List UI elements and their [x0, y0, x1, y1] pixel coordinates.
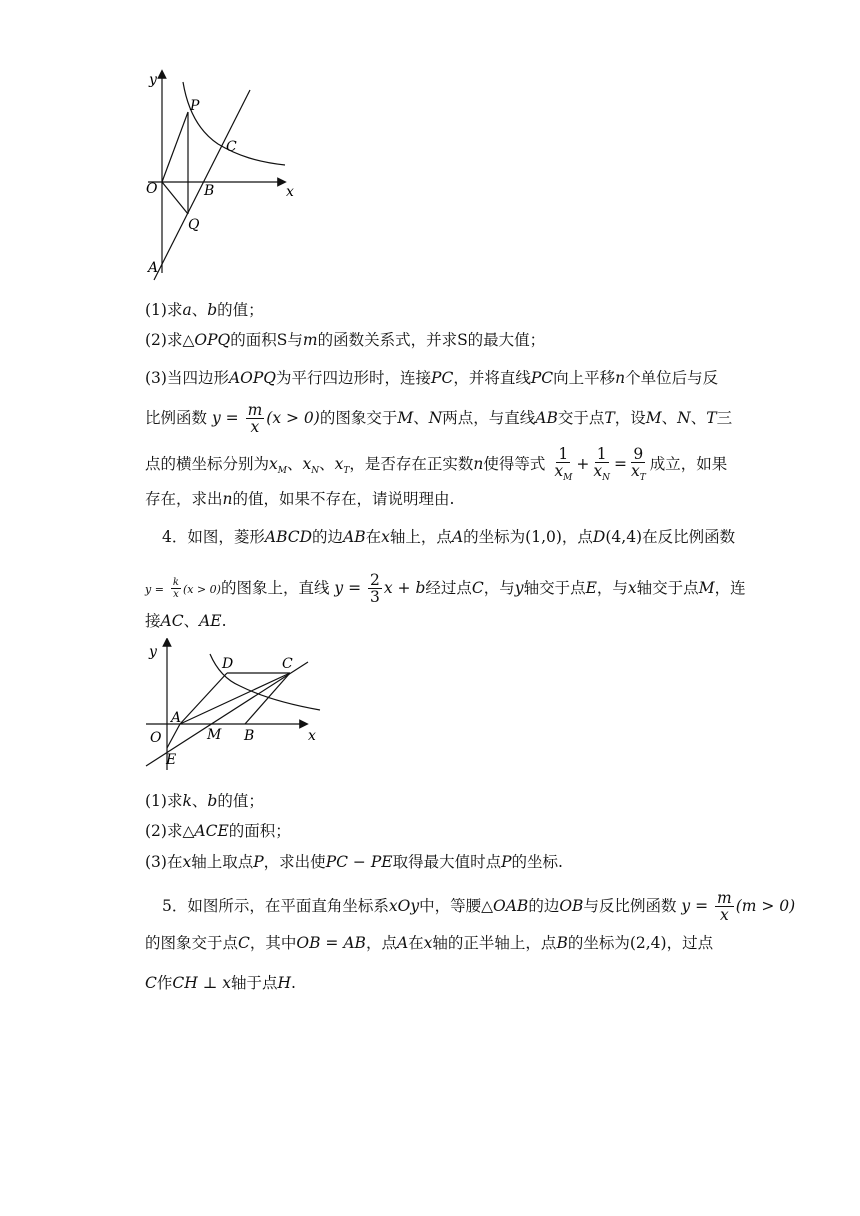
p5-statement-line-2: 的图象交于点C，其中OB = AB，点A在x轴的正半轴上，点B的坐标为(2,4)，过点 — [145, 934, 714, 952]
p3-question-1: (1)求a、b的值； — [145, 301, 264, 319]
p3-question-3-line-1: (3)当四边形AOPQ为平行四边形时，连接PC，并将直线PC向上平移n个单位后与反 — [145, 369, 719, 387]
segment-oq — [162, 182, 188, 214]
p4-statement-line-3: 接AC、AE. — [145, 612, 227, 630]
p3-question-3-line-2: 比例函数 y = $\frac{m}{x}$ (x > 0)的图象交于M、N两点，与直线AB交于点T，设M、N、T三 — [145, 401, 733, 437]
rhombus-ad — [180, 673, 227, 724]
label-y: y — [149, 72, 157, 88]
label-c: C — [226, 139, 237, 155]
label-o: O — [150, 730, 162, 746]
p4-question-1: (1)求k、b的值； — [145, 792, 264, 810]
p3-question-3-line-4: 存在，求出n的值，如果不存在，请说明理由. — [145, 490, 455, 508]
label-p: P — [190, 98, 200, 114]
p3-question-2: (2)求△OPQ的面积S与m的函数关系式，并求S的最大值； — [145, 331, 546, 349]
label-x: x — [286, 184, 294, 200]
p4-statement-line-1: 4．如图，菱形ABCD的边AB在x轴上，点A的坐标为(1,0)，点D(4,4)在反比例函数 — [162, 528, 736, 546]
label-d: D — [222, 656, 234, 672]
label-q: Q — [188, 217, 200, 233]
figure-1 — [140, 68, 310, 286]
label-x: x — [308, 728, 316, 744]
p4-question-2: (2)求△ACE的面积； — [145, 822, 291, 840]
label-y: y — [149, 644, 157, 660]
line-ab — [154, 90, 250, 280]
figure-2 — [140, 638, 330, 774]
p5-statement-line-1: 5．如图所示，在平面直角坐标系xOy中，等腰△OAB的边OB与反比例函数 y = $\frac{m}{x}$ (m > 0) — [162, 889, 796, 925]
label-a: A — [171, 710, 182, 726]
label-o: O — [146, 181, 158, 197]
label-e: E — [166, 752, 177, 768]
p4-question-3: (3)在x轴上取点P，求出使PC − PE取得最大值时点P的坐标. — [145, 853, 563, 871]
label-b: B — [244, 728, 255, 744]
label-a: A — [148, 260, 159, 276]
p3-question-3-line-3: 点的横坐标分别为$x_M$、$x_N$、$x_T$，是否存在正实数n使得等式 $\frac{1}{x_M}$ + $\frac{1}{x_N}$ = $\frac{9}{x_T}$ 成立，如果 — [145, 445, 728, 484]
p5-statement-line-3: C作CH ⊥ x轴于点H. — [145, 974, 296, 992]
label-c: C — [282, 656, 293, 672]
label-m: M — [207, 727, 222, 743]
label-b: B — [204, 183, 215, 199]
segment-op — [162, 112, 188, 182]
segment-ae — [167, 724, 180, 748]
p4-statement-line-2: y = $\frac{k}{x}$ (x > 0)的图象上，直线 y = $\frac{2}{3}$ x + b经过点C，与y轴交于点E，与x轴交于点M，连 — [145, 571, 746, 607]
